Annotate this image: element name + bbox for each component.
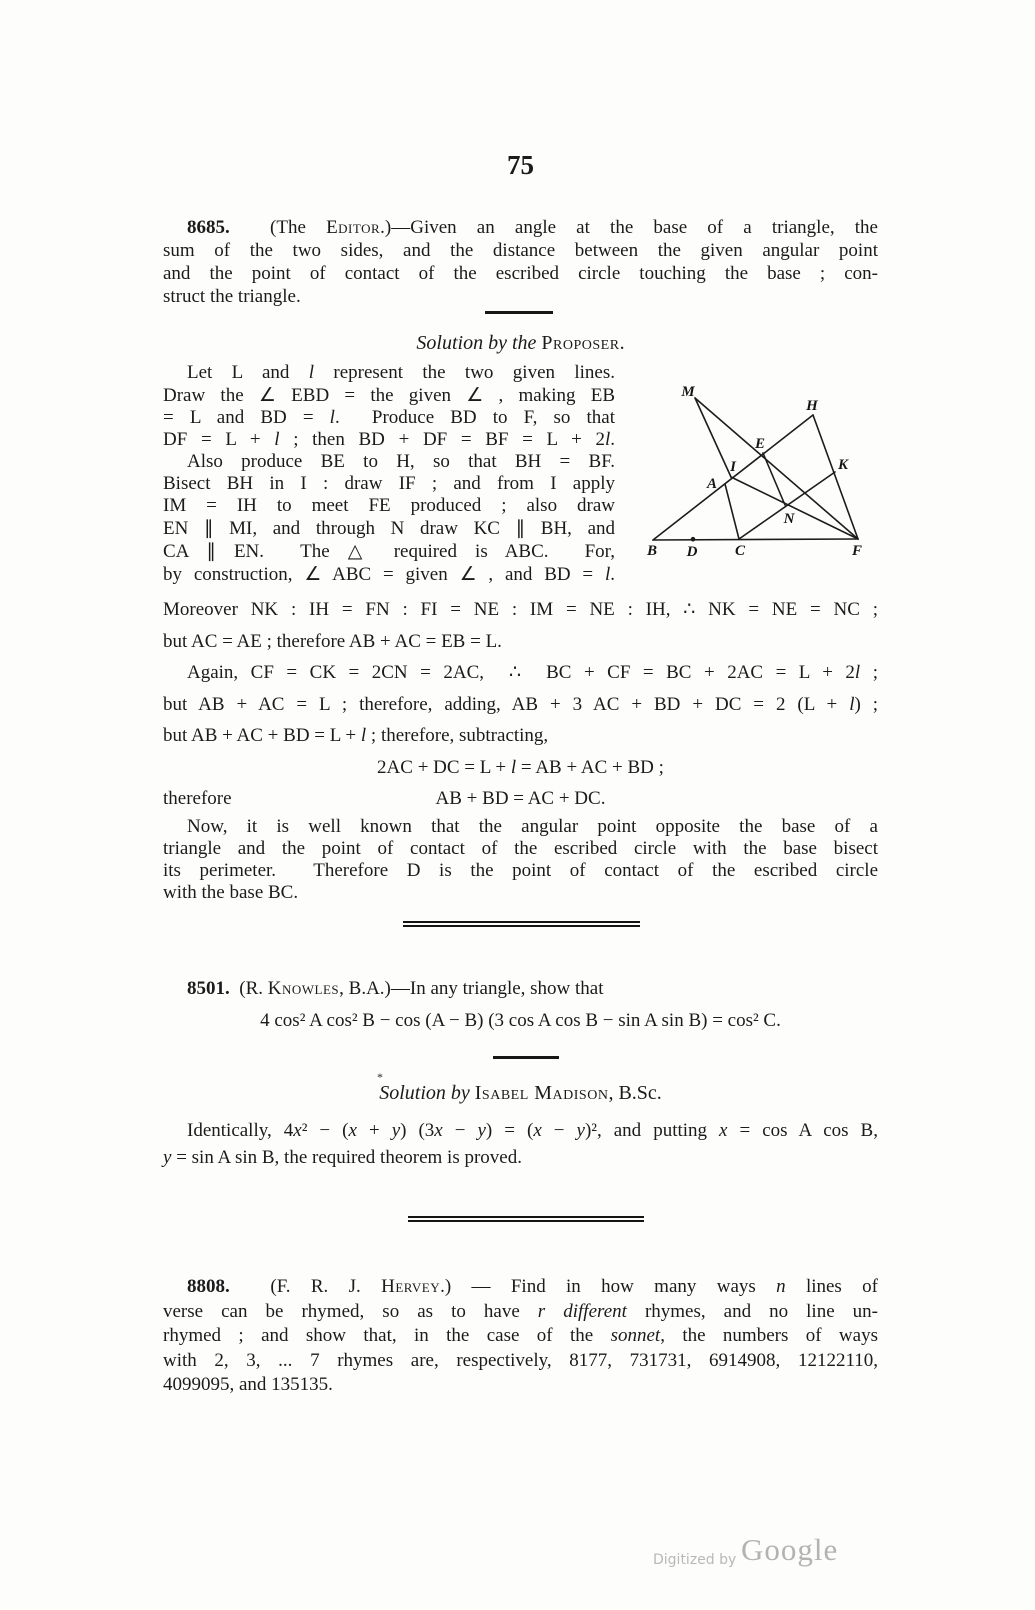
label-B: B: [646, 543, 658, 559]
label-D: D: [686, 544, 698, 560]
centered-equation: AB + BD = AC + DC.: [435, 788, 606, 809]
text-line: rhymed ; and show that, in the case of the sonnet, the numbers of ways: [163, 1325, 878, 1347]
text-line: DF = L + l ; then BD + DF = BF = L + 2l.: [163, 429, 615, 450]
label-M: M: [681, 384, 695, 400]
problem-8685-statement: [163, 216, 878, 308]
point-D-dot: [691, 537, 696, 542]
equation-line: but AC = AE ; therefore AB + AC = EB = L.: [163, 630, 502, 652]
page-number: 75: [507, 150, 534, 180]
text-line: and the point of contact of the escribed circle touching the base ; con-: [163, 263, 878, 284]
google-logo: Google: [741, 1532, 839, 1567]
text-line: 4099095, and 135135.: [163, 1374, 333, 1396]
problem-8685-derivation: [163, 594, 878, 815]
solution-heading-proposer: Solution by the Proposer.: [416, 332, 625, 354]
text-line: sum of the two sides, and the distance between the given angular point: [163, 240, 878, 261]
equation-line: but AB + AC = L ; therefore, adding, AB + 3 AC + BD + DC = 2 (L + l) ;: [163, 693, 879, 715]
triangle-construction-figure: [630, 372, 880, 567]
text-line: by construction, ∠ ABC = given ∠ , and BD = l.: [163, 563, 615, 585]
equation-line: Moreover NK : IH = FN : FI = NE : IM = NE : IH, ∴ NK = NE = NC ;: [163, 598, 878, 620]
text-line: struct the triangle.: [163, 286, 301, 307]
text-line: its perimeter. Therefore D is the point of contact of the escribed circle: [163, 860, 878, 881]
label-K: K: [837, 457, 849, 473]
section-divider: [408, 1216, 644, 1222]
text-line: = L and BD = l. Produce BD to F, so that: [163, 407, 615, 428]
problem-8501-statement: 8501. (R. Knowles, B.A.)—In any triangle, show that: [187, 978, 604, 999]
section-rule: [485, 311, 553, 314]
problem-8808-statement: [163, 1275, 878, 1398]
therefore-label: therefore: [163, 788, 232, 809]
label-F: F: [851, 543, 863, 559]
problem-8501-solution-text: [163, 1118, 878, 1171]
label-E: E: [754, 436, 766, 452]
problem-8685-closing-paragraph: [163, 816, 878, 904]
text-line: Bisect BH in I : draw IF ; and from I apply: [163, 473, 615, 494]
text-line: triangle and the point of contact of the escribed circle with the base bisect: [163, 838, 878, 859]
section-divider: [403, 921, 640, 927]
print-artifact: *: [377, 1070, 383, 1084]
text-line: 8685. (The Editor.)—Given an angle at the base of a triangle, the: [187, 217, 878, 238]
equation-line: but AB + AC + BD = L + l ; therefore, subtracting,: [163, 725, 549, 746]
text-line: Draw the ∠ EBD = the given ∠ , making EB: [163, 384, 615, 406]
edge-CA: [725, 484, 739, 539]
label-C: C: [734, 543, 746, 559]
text-line: EN ∥ MI, and through N draw KC ∥ BH, and: [163, 517, 616, 539]
text-line: IM = IH to meet FE produced ; also draw: [163, 495, 615, 516]
equation-line: Again, CF = CK = 2CN = 2AC, ∴ BC + CF = BC + 2AC = L + 2l ;: [187, 661, 878, 683]
edge-BF-baseline: [653, 539, 858, 540]
text-line: 8808. (F. R. J. Hervey.) — Find in how many ways n lines of: [187, 1276, 878, 1297]
text-line: Identically, 4x² − (x + y) (3x − y) = (x − y)², and putting x = cos A cos B,: [187, 1120, 878, 1141]
edge-KC: [739, 472, 835, 539]
label-I: I: [730, 459, 736, 475]
problem-8501-equation: 4 cos² A cos² B − cos (A − B) (3 cos A cos B − sin A sin B) = cos² C.: [260, 1010, 781, 1031]
edge-FM: [695, 398, 858, 539]
text-line: with 2, 3, ... 7 rhymes are, respectively, 8177, 731731, 6914908, 12122110,: [163, 1349, 878, 1371]
centered-equation: 2AC + DC = L + l = AB + AC + BD ;: [377, 756, 664, 778]
text-line: Also produce BE to H, so that BH = BF.: [187, 451, 615, 472]
label-N: N: [783, 511, 795, 527]
section-rule: [493, 1056, 559, 1059]
label-H: H: [806, 398, 818, 414]
watermark-text: Digitized by: [653, 1552, 737, 1568]
text-line: Let L and l represent the two given lines.: [187, 362, 615, 383]
text-line: verse can be rhymed, so as to have r different rhymes, and no line un-: [163, 1300, 878, 1322]
label-A: A: [706, 476, 718, 492]
equation-row: [163, 783, 878, 815]
text-line: y = sin A sin B, the required theorem is proved.: [163, 1146, 522, 1168]
text-line: Now, it is well known that the angular point opposite the base of a: [187, 816, 878, 837]
text-line: CA ∥ EN. The △ required is ABC. For,: [163, 540, 615, 562]
edge-MI: [695, 398, 731, 477]
solution-heading-madison: Solution by Isabel Madison, B.Sc.: [379, 1082, 662, 1104]
problem-8685-solution-text: [163, 362, 615, 586]
text-line: with the base BC.: [163, 882, 299, 903]
